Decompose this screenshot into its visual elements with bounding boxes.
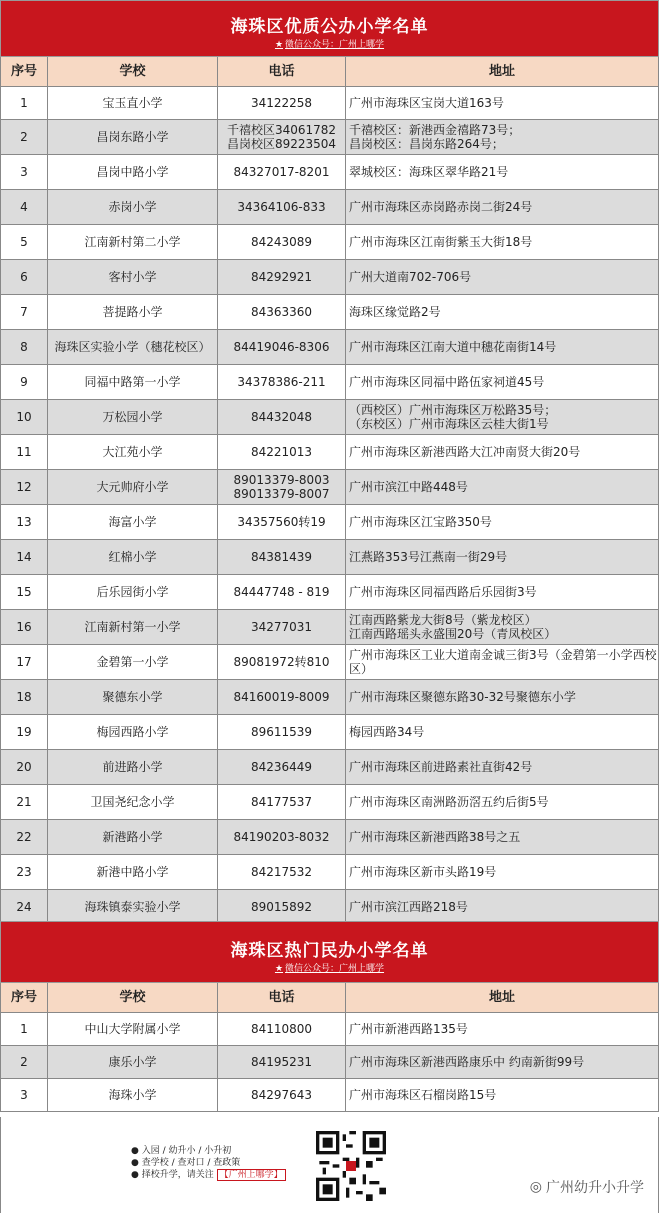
table-row	[0, 225, 659, 260]
private-title: 海珠区热门民办小学名单	[230, 941, 429, 961]
cell-no: 7	[0, 295, 48, 329]
cell-school: 卫国尧纪念小学	[48, 785, 218, 819]
footer-highlight: 【广州上哪学】	[217, 1169, 286, 1181]
cell-address: 海珠区缘觉路2号	[346, 295, 659, 329]
cell-address: 梅园西路34号	[346, 715, 659, 749]
header-address: 地址	[346, 57, 659, 86]
cell-address: 广州市海珠区石榴岗路15号	[346, 1079, 659, 1111]
cell-phone: 84292921	[218, 260, 346, 294]
cell-address: 广州市海珠区同福西路后乐园街3号	[346, 575, 659, 609]
cell-school: 赤岗小学	[48, 190, 218, 224]
footer-line: ● 入园 / 幼升小 / 小升初	[131, 1146, 232, 1156]
cell-no: 11	[0, 435, 48, 469]
table-row	[0, 87, 659, 120]
cell-no: 17	[0, 645, 48, 679]
cell-no: 24	[0, 890, 48, 924]
table-row	[0, 575, 659, 610]
cell-school: 梅园西路小学	[48, 715, 218, 749]
cell-address: 广州市海珠区江南街紫玉大街18号	[346, 225, 659, 259]
cell-address: 广州市海珠区赤岗路赤岗二街24号	[346, 190, 659, 224]
private-school-table	[0, 983, 659, 1112]
cell-phone: 84381439	[218, 540, 346, 574]
cell-phone: 84160019-8009	[218, 680, 346, 714]
cell-school: 聚德东小学	[48, 680, 218, 714]
cell-no: 2	[0, 120, 48, 154]
star-icon: ★	[274, 40, 284, 50]
cell-school: 万松园小学	[48, 400, 218, 434]
table-row	[0, 890, 659, 925]
table-row	[0, 820, 659, 855]
header-no: 序号	[0, 983, 48, 1012]
cell-school: 海珠镇泰实验小学	[48, 890, 218, 924]
table-row	[0, 505, 659, 540]
cell-no: 10	[0, 400, 48, 434]
cell-phone: 84432048	[218, 400, 346, 434]
cell-address: 广州市海珠区新市头路19号	[346, 855, 659, 889]
cell-address: （西校区）广州市海珠区万松路35号； （东校区）广州市海珠区云桂大街1号	[346, 400, 659, 434]
cell-phone: 84110800	[218, 1013, 346, 1045]
cell-phone: 89013379-8003 89013379-8007	[218, 470, 346, 504]
qr-code-icon[interactable]	[316, 1131, 386, 1201]
cell-address: 广州市海珠区工业大道南金诚三街3号（金碧第一小学西校区）	[346, 645, 659, 679]
private-subtitle	[1, 961, 658, 974]
cell-school: 海珠小学	[48, 1079, 218, 1111]
cell-phone: 84447748 - 819	[218, 575, 346, 609]
cell-no: 19	[0, 715, 48, 749]
table-row	[0, 750, 659, 785]
brand-label	[530, 1177, 644, 1197]
cell-school: 菩提路小学	[48, 295, 218, 329]
cell-no: 3	[0, 1079, 48, 1111]
table-row	[0, 295, 659, 330]
cell-address: 广州市海珠区新港西路大江冲南贤大街20号	[346, 435, 659, 469]
table-row	[0, 120, 659, 155]
cell-phone: 89081972转810	[218, 645, 346, 679]
cell-address: 广州市海珠区聚德东路30-32号聚德东小学	[346, 680, 659, 714]
cell-phone: 34357560转19	[218, 505, 346, 539]
cell-school: 江南新村第二小学	[48, 225, 218, 259]
cell-no: 1	[0, 87, 48, 119]
cell-school: 大元帅府小学	[48, 470, 218, 504]
table-row	[0, 540, 659, 575]
footer	[0, 1117, 659, 1213]
cell-address: 广州市海珠区江南大道中穗花南街14号	[346, 330, 659, 364]
cell-phone: 89015892	[218, 890, 346, 924]
cell-no: 9	[0, 365, 48, 399]
cell-address: 广州市海珠区前进路素社直街42号	[346, 750, 659, 784]
cell-phone: 84236449	[218, 750, 346, 784]
public-subtitle	[1, 37, 658, 50]
cell-school: 金碧第一小学	[48, 645, 218, 679]
table-row	[0, 470, 659, 505]
brand-text: 广州幼升小升学	[546, 1180, 644, 1196]
cell-address: 千禧校区：新港西金禧路73号； 昌岗校区：昌岗东路264号；	[346, 120, 659, 154]
cell-address: 广州市海珠区新港西路康乐中 约南新街99号	[346, 1046, 659, 1078]
cell-address: 江燕路353号江燕南一街29号	[346, 540, 659, 574]
table-header	[0, 57, 659, 87]
header-school: 学校	[48, 57, 218, 86]
cell-no: 6	[0, 260, 48, 294]
cell-no: 1	[0, 1013, 48, 1045]
table-row	[0, 330, 659, 365]
cell-no: 20	[0, 750, 48, 784]
cell-school: 中山大学附属小学	[48, 1013, 218, 1045]
cell-phone: 84217532	[218, 855, 346, 889]
cell-school: 同福中路第一小学	[48, 365, 218, 399]
cell-school: 大江苑小学	[48, 435, 218, 469]
cell-school: 前进路小学	[48, 750, 218, 784]
cell-school: 康乐小学	[48, 1046, 218, 1078]
table-row	[0, 1046, 659, 1079]
cell-school: 后乐园街小学	[48, 575, 218, 609]
cell-school: 新港中路小学	[48, 855, 218, 889]
cell-no: 23	[0, 855, 48, 889]
table-row	[0, 1079, 659, 1112]
cell-phone: 34378386-211	[218, 365, 346, 399]
cell-address: 广州市海珠区新港西路38号之五	[346, 820, 659, 854]
table-row	[0, 785, 659, 820]
cell-no: 8	[0, 330, 48, 364]
cell-phone: 84327017-8201	[218, 155, 346, 189]
public-subtitle-text: 微信公众号：广州上哪学	[285, 40, 385, 50]
footer-line: ● 查学校 / 查对口 / 查政策	[131, 1158, 241, 1168]
cell-address: 广州市滨江中路448号	[346, 470, 659, 504]
cell-address: 广州市海珠区南洲路沥滘五约后街5号	[346, 785, 659, 819]
private-banner	[0, 921, 659, 983]
cell-no: 16	[0, 610, 48, 644]
cell-no: 2	[0, 1046, 48, 1078]
cell-phone: 84221013	[218, 435, 346, 469]
table-row	[0, 715, 659, 750]
cell-school: 江南新村第一小学	[48, 610, 218, 644]
cell-address: 广州市海珠区同福中路伍家祠道45号	[346, 365, 659, 399]
cell-no: 14	[0, 540, 48, 574]
cell-phone: 84419046-8306	[218, 330, 346, 364]
cell-no: 12	[0, 470, 48, 504]
cell-school: 昌岗中路小学	[48, 155, 218, 189]
footer-line: ● 择校升学，请关注 【广州上哪学】	[131, 1170, 286, 1181]
header-phone: 电话	[218, 57, 346, 86]
header-phone: 电话	[218, 983, 346, 1012]
cell-school: 昌岗东路小学	[48, 120, 218, 154]
table-row	[0, 190, 659, 225]
cell-address: 广州市海珠区江宝路350号	[346, 505, 659, 539]
footer-info	[131, 1145, 286, 1182]
cell-no: 3	[0, 155, 48, 189]
cell-no: 4	[0, 190, 48, 224]
cell-address: 江南西路紫龙大街8号（紫龙校区） 江南西路瑶头永盛围20号（青凤校区）	[346, 610, 659, 644]
cell-school: 客村小学	[48, 260, 218, 294]
cell-no: 22	[0, 820, 48, 854]
cell-phone: 84243089	[218, 225, 346, 259]
cell-no: 18	[0, 680, 48, 714]
cell-address: 广州市海珠区宝岗大道163号	[346, 87, 659, 119]
cell-no: 5	[0, 225, 48, 259]
cell-phone: 34364106-833	[218, 190, 346, 224]
header-address: 地址	[346, 983, 659, 1012]
header-no: 序号	[0, 57, 48, 86]
cell-school: 新港路小学	[48, 820, 218, 854]
cell-school: 海富小学	[48, 505, 218, 539]
private-subtitle-text: 微信公众号：广州上哪学	[285, 964, 385, 974]
cell-school: 宝玉直小学	[48, 87, 218, 119]
table-row	[0, 855, 659, 890]
public-banner	[0, 0, 659, 57]
cell-phone: 84177537	[218, 785, 346, 819]
table-row	[0, 260, 659, 295]
cell-no: 21	[0, 785, 48, 819]
cell-phone: 34277031	[218, 610, 346, 644]
cell-address: 广州市滨江西路218号	[346, 890, 659, 924]
cell-address: 翠城校区：海珠区翠华路21号	[346, 155, 659, 189]
table-row	[0, 610, 659, 645]
cell-phone: 89611539	[218, 715, 346, 749]
cell-phone: 84363360	[218, 295, 346, 329]
cell-phone: 84297643	[218, 1079, 346, 1111]
wechat-icon: ◎	[529, 1179, 542, 1195]
star-icon: ★	[274, 964, 284, 974]
table-row	[0, 365, 659, 400]
cell-phone: 84190203-8032	[218, 820, 346, 854]
cell-address: 广州大道南702-706号	[346, 260, 659, 294]
table-row	[0, 680, 659, 715]
cell-no: 15	[0, 575, 48, 609]
public-school-table	[0, 57, 659, 925]
cell-phone: 34122258	[218, 87, 346, 119]
table-row	[0, 400, 659, 435]
cell-school: 海珠区实验小学（穗花校区）	[48, 330, 218, 364]
table-row	[0, 1013, 659, 1046]
table-row	[0, 435, 659, 470]
cell-no: 13	[0, 505, 48, 539]
table-header	[0, 983, 659, 1013]
table-row	[0, 155, 659, 190]
public-title: 海珠区优质公办小学名单	[230, 17, 429, 37]
cell-school: 红棉小学	[48, 540, 218, 574]
cell-address: 广州市新港西路135号	[346, 1013, 659, 1045]
cell-phone: 千禧校区34061782 昌岗校区89223504	[218, 120, 346, 154]
header-school: 学校	[48, 983, 218, 1012]
cell-phone: 84195231	[218, 1046, 346, 1078]
table-row	[0, 645, 659, 680]
